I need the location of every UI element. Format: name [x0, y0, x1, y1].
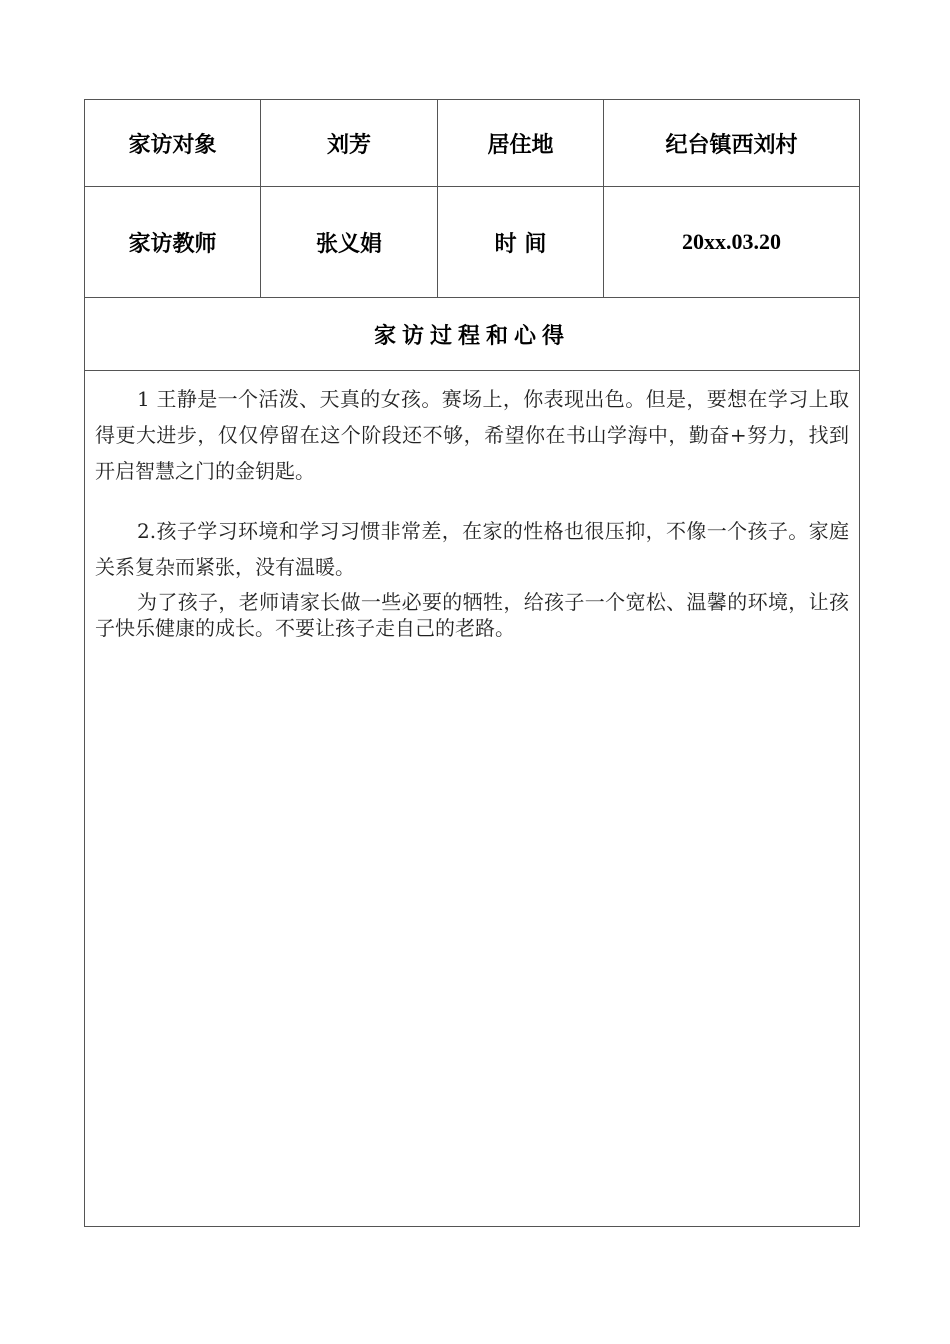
- section-title: 家访过程和心得: [373, 323, 570, 349]
- info-row-2: [85, 187, 859, 298]
- teacher-value: 张义娟: [261, 187, 438, 297]
- time-value: 20xx.03.20: [682, 229, 781, 254]
- note-paragraph-1: 1 王静是一个活泼、天真的女孩。赛场上，你表现出色。但是，要想在学习上取得更大进步，仅仅停留在这个阶段还不够，希望你在书山学海中，勤奋+努力，找到开启智慧之门的金钥匙。: [95, 387, 849, 483]
- visit-notes: [95, 381, 849, 641]
- note-paragraph-3: 为了孩子，老师请家长做一些必要的牺牲，给孩子一个宽松、温馨的环境，让孩子快乐健康的成长。不要让孩子走自己的老路。: [95, 590, 849, 640]
- residence-label: 居住地: [438, 100, 604, 186]
- note-paragraph-2: 2.孩子学习环境和学习习惯非常差，在家的性格也很压抑，不像一个孩子。家庭关系复杂而紧张，没有温暖。: [95, 519, 849, 579]
- time-value-cell: [604, 187, 859, 297]
- teacher-label: 家访教师: [85, 187, 261, 297]
- time-label: 时 间: [438, 187, 604, 297]
- section-heading-row: [85, 298, 859, 371]
- visit-subject-label: 家访对象: [85, 100, 261, 186]
- residence-value: 纪台镇西刘村: [665, 132, 798, 158]
- info-row-1: [85, 100, 859, 187]
- visit-subject-value: 刘芳: [261, 100, 438, 186]
- home-visit-form: [84, 99, 860, 1227]
